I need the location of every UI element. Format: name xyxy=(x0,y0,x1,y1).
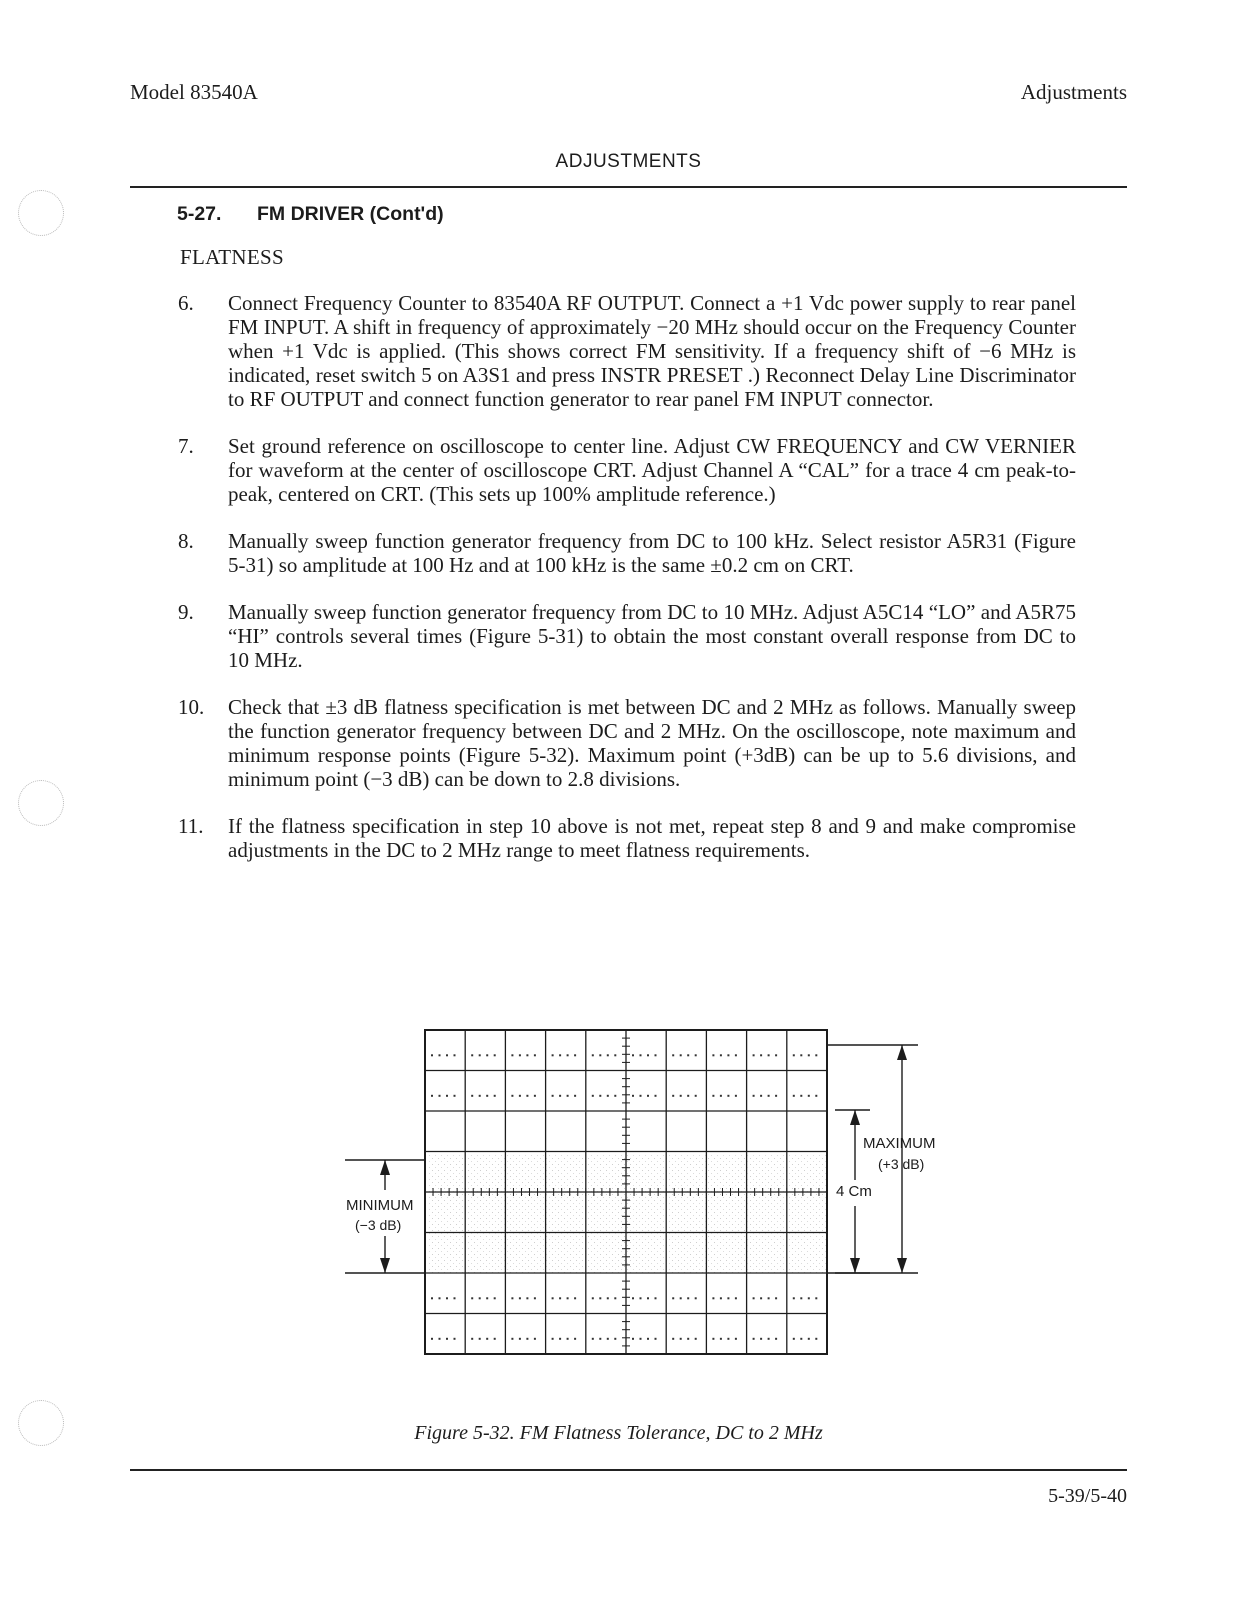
graticule-dot xyxy=(695,1054,697,1056)
graticule-dot xyxy=(808,1338,810,1340)
graticule-dot xyxy=(431,1095,433,1097)
graticule-dot xyxy=(640,1095,642,1097)
graticule-dot xyxy=(753,1338,755,1340)
graticule-dot xyxy=(687,1297,689,1299)
graticule-dot xyxy=(479,1297,481,1299)
graticule-dot xyxy=(526,1095,528,1097)
graticule-dot xyxy=(486,1297,488,1299)
graticule-dot xyxy=(712,1095,714,1097)
graticule-dot xyxy=(720,1338,722,1340)
graticule-dot xyxy=(775,1095,777,1097)
graticule-dot xyxy=(687,1338,689,1340)
graticule-dot xyxy=(526,1338,528,1340)
graticule-dot xyxy=(735,1338,737,1340)
graticule-dot xyxy=(471,1297,473,1299)
graticule-dot xyxy=(559,1054,561,1056)
graticule-dot xyxy=(574,1054,576,1056)
graticule-dot xyxy=(599,1095,601,1097)
maximum-label: MAXIMUM xyxy=(863,1135,936,1152)
graticule-dot xyxy=(599,1338,601,1340)
graticule-dot xyxy=(614,1095,616,1097)
graticule-dot xyxy=(519,1095,521,1097)
graticule-dot xyxy=(431,1338,433,1340)
graticule-dot xyxy=(592,1054,594,1056)
page-number: 5-39/5-40 xyxy=(1048,1485,1127,1507)
graticule-dot xyxy=(632,1297,634,1299)
graticule-dot xyxy=(567,1297,569,1299)
graticule-dot xyxy=(439,1054,441,1056)
step-number: 10. xyxy=(178,695,205,719)
graticule-dot xyxy=(695,1095,697,1097)
graticule-dot xyxy=(647,1297,649,1299)
tolerance-band xyxy=(427,1154,827,1274)
graticule-dot xyxy=(680,1095,682,1097)
graticule-dot xyxy=(727,1095,729,1097)
graticule-dot xyxy=(439,1095,441,1097)
graticule-dot xyxy=(431,1297,433,1299)
graticule-dot xyxy=(735,1095,737,1097)
graticule-dot xyxy=(446,1297,448,1299)
graticule-dot xyxy=(479,1338,481,1340)
graticule-dot xyxy=(672,1338,674,1340)
graticule-dot xyxy=(607,1054,609,1056)
graticule-dot xyxy=(552,1297,554,1299)
graticule-dot xyxy=(607,1297,609,1299)
step-text: Manually sweep function generator frequency from DC to 100 kHz. Select resistor A5R31 (Figure 5-31) so amplitude at 100 Hz and at 100 kHz is the same ±0.2 cm on CRT. xyxy=(228,529,1076,577)
graticule-dot xyxy=(486,1054,488,1056)
header-model: Model 83540A xyxy=(130,80,258,104)
graticule-dot xyxy=(446,1095,448,1097)
graticule-dot xyxy=(592,1095,594,1097)
graticule-dot xyxy=(793,1338,795,1340)
graticule-dot xyxy=(735,1297,737,1299)
graticule-dot xyxy=(454,1338,456,1340)
graticule-dot xyxy=(607,1338,609,1340)
subsection-number: 5-27. xyxy=(177,203,222,225)
graticule-dot xyxy=(494,1297,496,1299)
graticule-dot xyxy=(687,1054,689,1056)
graticule-dot xyxy=(793,1095,795,1097)
flatness-heading: FLATNESS xyxy=(180,245,284,269)
subsection-title: FM DRIVER (Cont'd) xyxy=(257,203,444,225)
step-text: Connect Frequency Counter to 83540A RF OUTPUT. Connect a +1 Vdc power supply to rear panel FM INPUT. A shift in frequency of approximately −20 MHz should occur on the Frequency Counter when +1 Vdc is applied. (This shows correct FM sensitivity. If a frequency shift of −6 MHz is indicated, reset switch 5 on A3S1 and press INSTR PRESET .) Reconnect Delay Line Discriminator to RF OUTPUT and connect function generator to rear panel FM INPUT connector. xyxy=(228,291,1076,411)
graticule-dot xyxy=(672,1095,674,1097)
graticule-dot xyxy=(471,1338,473,1340)
graticule-dot xyxy=(680,1297,682,1299)
graticule-dot xyxy=(727,1297,729,1299)
graticule-dot xyxy=(534,1095,536,1097)
graticule-dot xyxy=(567,1338,569,1340)
graticule-dot xyxy=(768,1297,770,1299)
graticule-dot xyxy=(775,1338,777,1340)
graticule-dot xyxy=(511,1338,513,1340)
graticule-dot xyxy=(680,1338,682,1340)
graticule-dot xyxy=(552,1054,554,1056)
graticule-dot xyxy=(574,1095,576,1097)
graticule-dot xyxy=(614,1297,616,1299)
graticule-dot xyxy=(768,1338,770,1340)
bottom-rule xyxy=(130,1469,1127,1471)
step-text: Manually sweep function generator frequency from DC to 10 MHz. Adjust A5C14 “LO” and A5R75 “HI” controls several times (Figure 5-31) to obtain the most constant overall response from DC to 10 MHz. xyxy=(228,600,1076,672)
graticule-dot xyxy=(775,1054,777,1056)
graticule-dot xyxy=(815,1095,817,1097)
graticule-dot xyxy=(526,1297,528,1299)
graticule-dot xyxy=(672,1054,674,1056)
graticule-dot xyxy=(559,1095,561,1097)
graticule-dot xyxy=(486,1338,488,1340)
graticule-dot xyxy=(599,1054,601,1056)
graticule-dot xyxy=(471,1095,473,1097)
graticule-dot xyxy=(614,1338,616,1340)
graticule-dot xyxy=(632,1338,634,1340)
graticule-dot xyxy=(735,1054,737,1056)
crt-graticule xyxy=(425,1030,827,1354)
graticule-dot xyxy=(647,1095,649,1097)
graticule-dot xyxy=(815,1338,817,1340)
minimum-db-label: (−3 dB) xyxy=(355,1217,402,1233)
graticule-dot xyxy=(760,1338,762,1340)
graticule-dot xyxy=(712,1054,714,1056)
step-number: 7. xyxy=(178,434,194,458)
graticule-dot xyxy=(446,1338,448,1340)
graticule-dot xyxy=(655,1095,657,1097)
graticule-dot xyxy=(727,1054,729,1056)
graticule-dot xyxy=(574,1338,576,1340)
step-number: 6. xyxy=(178,291,194,315)
maximum-db-label: (+3 dB) xyxy=(878,1156,925,1172)
graticule-dot xyxy=(494,1095,496,1097)
graticule-dot xyxy=(760,1054,762,1056)
graticule-dot xyxy=(695,1338,697,1340)
graticule-dot xyxy=(800,1297,802,1299)
graticule-dot xyxy=(552,1338,554,1340)
graticule-dot xyxy=(793,1054,795,1056)
graticule-dot xyxy=(680,1054,682,1056)
graticule-dot xyxy=(494,1054,496,1056)
graticule-dot xyxy=(768,1095,770,1097)
graticule-dot xyxy=(753,1054,755,1056)
graticule-dot xyxy=(519,1054,521,1056)
graticule-dot xyxy=(808,1297,810,1299)
graticule-dot xyxy=(815,1297,817,1299)
graticule-dot xyxy=(793,1297,795,1299)
graticule-dot xyxy=(446,1054,448,1056)
graticule-dot xyxy=(519,1297,521,1299)
graticule-dot xyxy=(632,1095,634,1097)
minimum-label: MINIMUM xyxy=(346,1197,414,1214)
graticule-dot xyxy=(519,1338,521,1340)
graticule-dot xyxy=(534,1054,536,1056)
graticule-dot xyxy=(720,1054,722,1056)
graticule-dot xyxy=(486,1095,488,1097)
graticule-dot xyxy=(567,1095,569,1097)
graticule-dot xyxy=(712,1338,714,1340)
graticule-dot xyxy=(559,1297,561,1299)
section-title: ADJUSTMENTS xyxy=(555,151,702,172)
graticule-dot xyxy=(800,1095,802,1097)
graticule-dot xyxy=(511,1297,513,1299)
graticule-dot xyxy=(511,1054,513,1056)
step-text: If the flatness specification in step 10 above is not met, repeat step 8 and 9 and make compromise adjustments in the DC to 2 MHz range to meet flatness requirements. xyxy=(228,814,1076,862)
graticule-dot xyxy=(753,1297,755,1299)
graticule-dot xyxy=(640,1297,642,1299)
graticule-dot xyxy=(687,1095,689,1097)
graticule-dot xyxy=(647,1054,649,1056)
graticule-dot xyxy=(607,1095,609,1097)
graticule-dot xyxy=(454,1054,456,1056)
graticule-dot xyxy=(640,1338,642,1340)
graticule-dot xyxy=(479,1054,481,1056)
graticule-dot xyxy=(720,1297,722,1299)
graticule-dot xyxy=(534,1297,536,1299)
graticule-dot xyxy=(640,1054,642,1056)
graticule-dot xyxy=(471,1054,473,1056)
graticule-dot xyxy=(511,1095,513,1097)
graticule-dot xyxy=(720,1095,722,1097)
graticule-dot xyxy=(760,1297,762,1299)
graticule-dot xyxy=(712,1297,714,1299)
step-number: 9. xyxy=(178,600,194,624)
graticule-dot xyxy=(454,1297,456,1299)
graticule-dot xyxy=(439,1297,441,1299)
graticule-dot xyxy=(655,1338,657,1340)
graticule-dot xyxy=(567,1054,569,1056)
graticule-dot xyxy=(552,1095,554,1097)
graticule-dot xyxy=(439,1338,441,1340)
graticule-dot xyxy=(614,1054,616,1056)
graticule-dot xyxy=(494,1338,496,1340)
graticule-dot xyxy=(753,1095,755,1097)
graticule-dot xyxy=(454,1095,456,1097)
graticule-dot xyxy=(647,1338,649,1340)
graticule-dot xyxy=(775,1297,777,1299)
graticule-dot xyxy=(672,1297,674,1299)
figure-caption: Figure 5-32. FM Flatness Tolerance, DC to 2 MHz xyxy=(414,1422,823,1444)
graticule-dot xyxy=(574,1297,576,1299)
graticule-dot xyxy=(526,1054,528,1056)
graticule-dot xyxy=(808,1095,810,1097)
graticule-dot xyxy=(695,1297,697,1299)
graticule-dot xyxy=(431,1054,433,1056)
graticule-dot xyxy=(479,1095,481,1097)
graticule-dot xyxy=(534,1338,536,1340)
graticule-dot xyxy=(632,1054,634,1056)
graticule-dot xyxy=(592,1338,594,1340)
header-section: Adjustments xyxy=(1020,80,1127,104)
graticule-dot xyxy=(655,1297,657,1299)
step-text: Check that ±3 dB flatness specification is met between DC and 2 MHz as follows. Manually sweep the function generator frequency between DC and 2 MHz. On the oscilloscope, note maximum and minimum response points (Figure 5-32). Maximum point (+3dB) can be up to 5.6 divisions, and minimum point (−3 dB) can be down to 2.8 divisions. xyxy=(228,695,1076,791)
graticule-dot xyxy=(655,1054,657,1056)
graticule-dot xyxy=(808,1054,810,1056)
step-number: 8. xyxy=(178,529,194,553)
span-label: 4 Cm xyxy=(836,1183,872,1200)
graticule-dot xyxy=(800,1338,802,1340)
graticule-dot xyxy=(559,1338,561,1340)
graticule-dot xyxy=(800,1054,802,1056)
graticule-dot xyxy=(760,1095,762,1097)
step-text: Set ground reference on oscilloscope to center line. Adjust CW FREQUENCY and CW VERNIER for waveform at the center of oscilloscope CRT. Adjust Channel A “CAL” for a trace 4 cm peak-to-peak, centered on CRT. (This sets up 100% amplitude reference.) xyxy=(228,434,1076,506)
graticule-dot xyxy=(727,1338,729,1340)
graticule-dot xyxy=(599,1297,601,1299)
graticule-dot xyxy=(768,1054,770,1056)
graticule-dot xyxy=(592,1297,594,1299)
step-number: 11. xyxy=(178,814,204,838)
graticule-dot xyxy=(815,1054,817,1056)
